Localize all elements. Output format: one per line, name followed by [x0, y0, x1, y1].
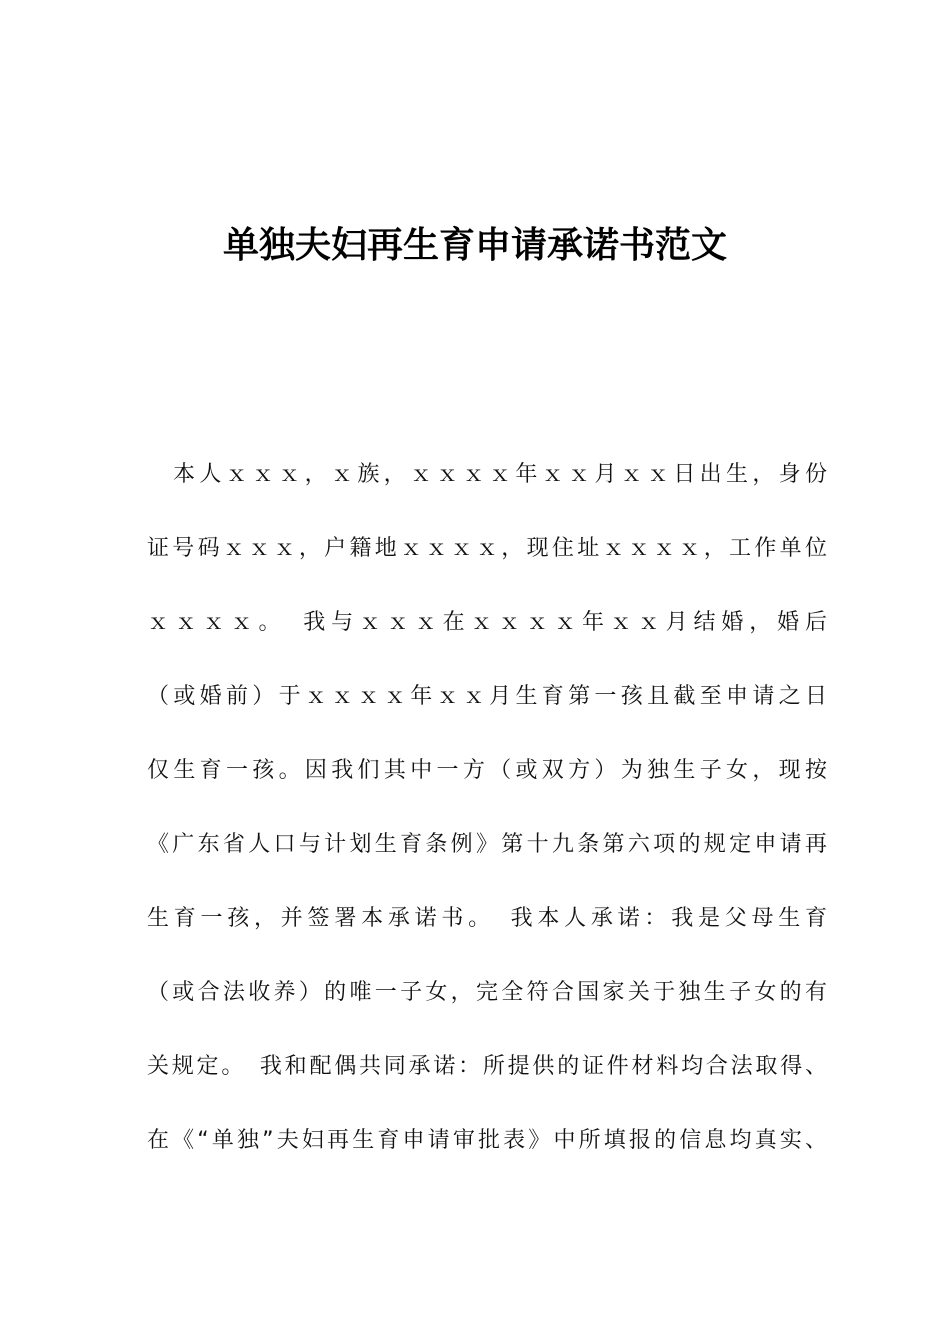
- body-line: 关规定。 我和配偶共同承诺：所提供的证件材料均合法取得、: [147, 1054, 827, 1079]
- document-body: [147, 455, 827, 1195]
- body-line: （或合法收养）的唯一子女，完全符合国家关于独生子女的有: [147, 980, 827, 1005]
- body-line: 生育一孩，并签署本承诺书。 我本人承诺：我是父母生育: [147, 906, 827, 931]
- body-line: 仅生育一孩。因我们其中一方（或双方）为独生子女，现按: [147, 758, 827, 783]
- body-line: 本人ｘｘｘ，ｘ族，ｘｘｘｘ年ｘｘ月ｘｘ日出生，身份: [173, 462, 827, 487]
- body-line: 证号码ｘｘｘ，户籍地ｘｘｘｘ，现住址ｘｘｘｘ，工作单位: [147, 536, 827, 561]
- body-line: （或婚前）于ｘｘｘｘ年ｘｘ月生育第一孩且截至申请之日: [147, 684, 827, 709]
- body-line: 在《“单独”夫妇再生育申请审批表》中所填报的信息均真实、: [147, 1128, 827, 1153]
- body-line: ｘｘｘｘ。 我与ｘｘｘ在ｘｘｘｘ年ｘｘ月结婚，婚后: [147, 610, 827, 635]
- document-title: 单独夫妇再生育申请承诺书范文: [222, 225, 727, 266]
- body-line: 《广东省人口与计划生育条例》第十九条第六项的规定申请再: [147, 832, 827, 857]
